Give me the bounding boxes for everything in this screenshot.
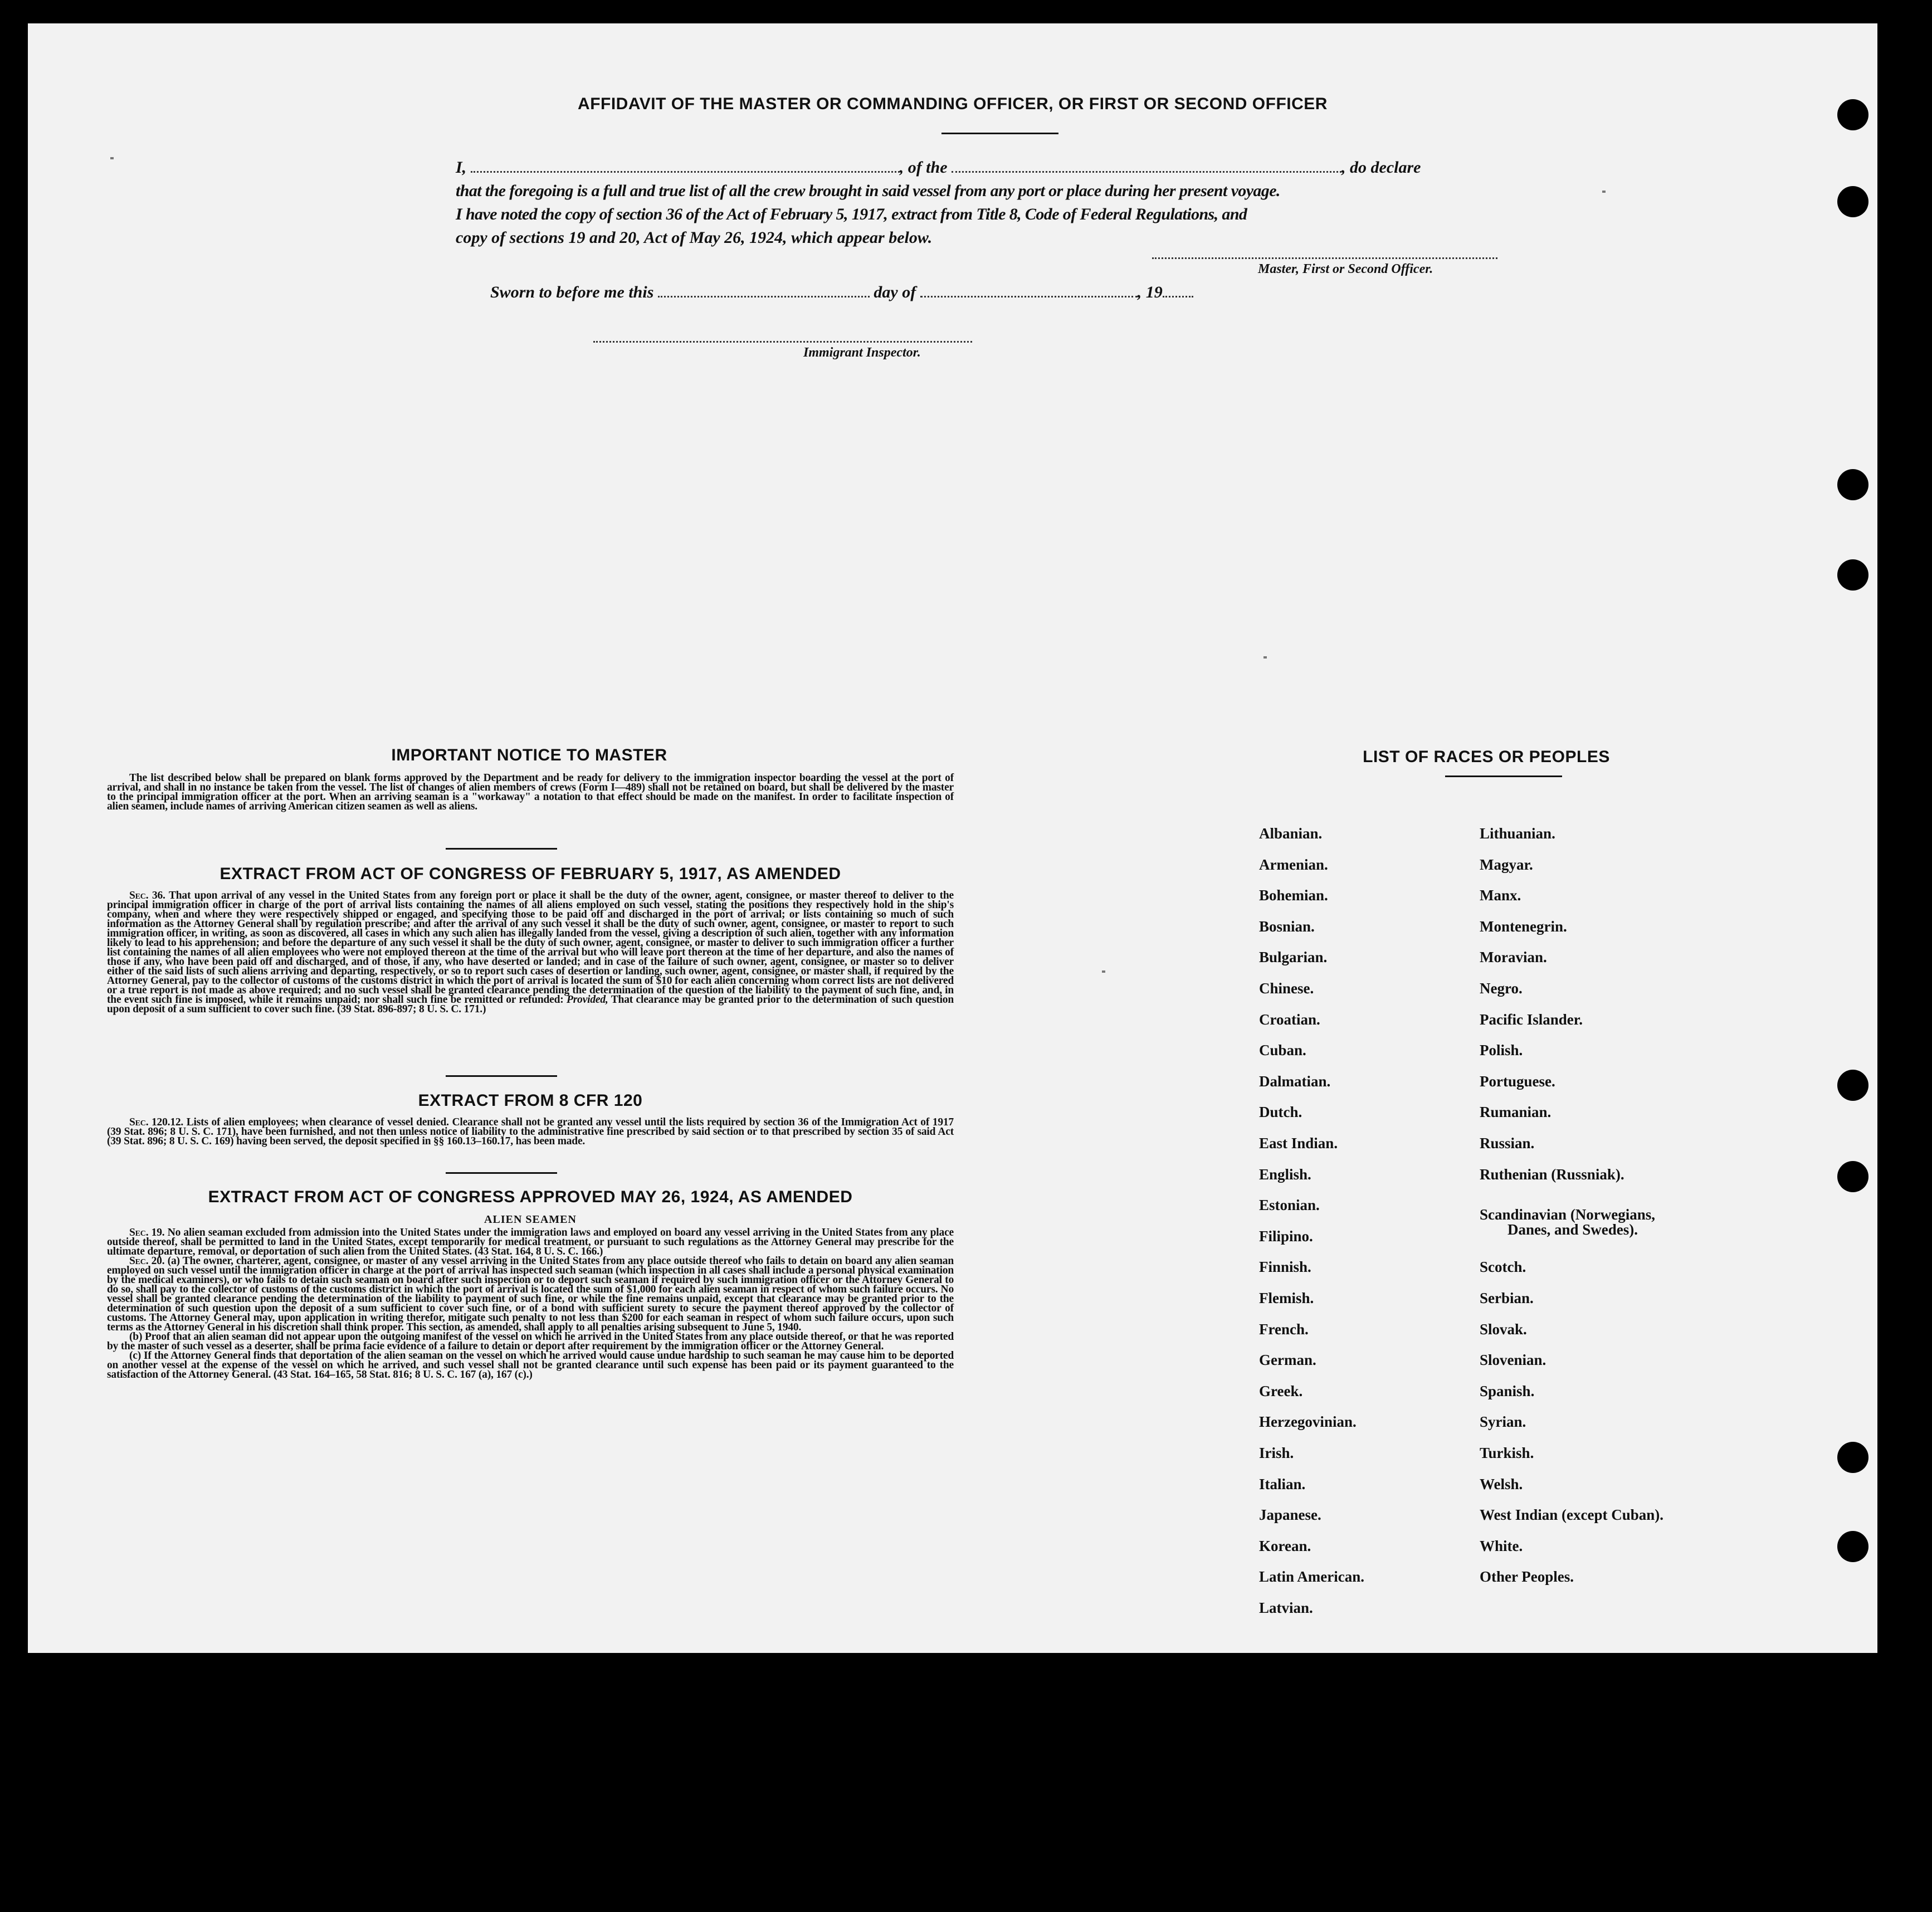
race-item: Bohemian. (1259, 887, 1328, 904)
races-title-rule (1445, 775, 1562, 777)
sworn-line: Sworn to before me this day of , 19 (490, 281, 1565, 304)
race-item: Serbian. (1480, 1290, 1534, 1306)
race-item: Spanish. (1480, 1382, 1535, 1399)
race-item: Filipino. (1259, 1227, 1313, 1245)
race-item: French. (1259, 1320, 1309, 1338)
sworn-year-blank[interactable] (1163, 282, 1193, 297)
race-item: Irish. (1259, 1445, 1294, 1461)
affidavit-line-3: I have noted the copy of section 36 of the Act of February 5, 1917, extract from Title 8, Code of Federal Regulations, and (456, 205, 1247, 223)
affidavit-line-4: copy of sections 19 and 20, Act of May 26, 1924, which appear below. (456, 228, 933, 247)
inspector-signature-caption: Immigrant Inspector. (803, 345, 921, 360)
master-signature-caption: Master, First or Second Officer. (1258, 262, 1433, 276)
binder-hole (1837, 469, 1868, 500)
race-item: Slovak. (1480, 1320, 1527, 1338)
race-item: German. (1259, 1352, 1316, 1369)
binder-hole (1837, 559, 1868, 591)
race-item: Ruthenian (Russniak). (1480, 1165, 1624, 1183)
notice-title: IMPORTANT NOTICE TO MASTER (391, 746, 667, 764)
sworn-month-blank[interactable] (920, 282, 1138, 297)
race-item: Portuguese. (1480, 1072, 1555, 1090)
race-item: Negro. (1480, 980, 1523, 997)
race-item: Moravian. (1480, 949, 1547, 966)
inspector-signature-line[interactable] (593, 341, 972, 343)
races-title: LIST OF RACES OR PEOPLES (1363, 748, 1610, 766)
race-item: East Indian. (1259, 1135, 1338, 1152)
race-item: Japanese. (1259, 1506, 1321, 1524)
binder-hole (1837, 1442, 1868, 1473)
race-item: West Indian (except Cuban). (1480, 1506, 1664, 1524)
race-item: Welsh. (1480, 1475, 1523, 1492)
race-item: Armenian. (1259, 856, 1328, 873)
extract-1917-text: Sec. 36. That upon arrival of any vessel in the United States from any foreign port or place it shall be the duty of the owner, agent, consignee, or master thereof to deliver to the principal immigration officer in charge of the port of arrival lists containing the names of all aliens employed on such vessel, stating the positions they respectively hold in the ship's company, when and where they were respectively shipped or engaged, and specifying those to be paid off and discharged in the port of arrival; or lists containing so much of such information as the Attorney General shall by regulation prescribe; and after the arrival of any such vessel it shall be the duty of such owner, agent, consignee, or master to report to such immigration officer, in writing, as soon as discovered, all cases in which any such alien has illegally landed from the vessel, giving a description of such alien, together with any information likely to lead to his apprehension; and before the departure of any such vessel it shall be the duty of such owner, agent, consignee, or master to deliver to such immigration officer a further list containing the names of all alien employees who were not employed thereon at the time of the arrival but who will leave port thereon at the time of her departure, and also the names of those if any, who have been paid off and discharged, and of those, if any, who have deserted or landed; and in case of the failure of such owner, agent, consignee, or master so to deliver either of the said lists of such aliens arriving and departing, respectively, or so to report such cases of desertion or landing, such owner, agent, consignee, or master shall, if required by the Attorney General, pay to the collector of customs of the customs district in which the port of arrival is located the sum of $10 for each alien concerning whom correct lists are not delivered or a true report is not made as above required; and no such vessel shall be granted clearance pending the determination of the question of the liability to the payment of such fine, and, in the event such fine is imposed, while it remains unpaid; nor shall such fine be remitted or refunded: Provided, That clearance may be granted prior to the determination of such question upon deposit of a sum sufficient to cover such fine. (39 Stat. 896-897; 8 U. S. C. 171.) (107, 890, 954, 1015)
name-blank[interactable] (471, 158, 900, 173)
document-page (28, 23, 1877, 1653)
race-item: Other Peoples. (1480, 1568, 1574, 1586)
race-item: Flemish. (1259, 1290, 1314, 1306)
speck (1263, 656, 1267, 659)
binder-hole (1837, 1161, 1868, 1192)
race-item: Albanian. (1259, 825, 1323, 842)
extract-1924-title: EXTRACT FROM ACT OF CONGRESS APPROVED MAY 26, 1924, AS AMENDED (208, 1188, 853, 1206)
extract-1917-rule (446, 1075, 557, 1077)
race-item: Dalmatian. (1259, 1072, 1331, 1090)
race-item: Lithuanian. (1480, 825, 1555, 842)
extract-cfr-title: EXTRACT FROM 8 CFR 120 (418, 1091, 643, 1110)
race-item: Pacific Islander. (1480, 1011, 1583, 1028)
affidavit-line-2: that the foregoing is a full and true list of all the crew brought in said vessel from any port or place during her present voyage. (456, 182, 1280, 200)
race-item: Chinese. (1259, 980, 1314, 997)
race-item: Montenegrin. (1480, 918, 1567, 935)
affidavit-title: AFFIDAVIT OF THE MASTER OR COMMANDING OFFICER, OR FIRST OR SECOND OFFICER (578, 95, 1328, 113)
race-item: Bulgarian. (1259, 949, 1328, 966)
race-item: Korean. (1259, 1537, 1311, 1554)
race-item: Latin American. (1259, 1568, 1364, 1586)
race-item: Manx. (1480, 887, 1521, 904)
race-item: Slovenian. (1480, 1352, 1546, 1369)
race-item: Cuban. (1259, 1042, 1306, 1059)
extract-cfr-text: Sec. 120.12. Lists of alien employees; when clearance of vessel denied. Clearance shall not be granted any vessel until the lists required by section 36 of the Immigration Act of 1917 (39 Stat. 896; 8 U. S. C. 171), have been furnished, and not then unless notice of liability to the administrative fine prescribed by said section or to that prescribed by section 35 of said Act (39 Stat. 896; 8 U. S. C. 169) having been served, the deposit specified in §§ 160.13–160.17, has been made. (107, 1116, 954, 1147)
race-item: Turkish. (1480, 1445, 1534, 1461)
speck (1102, 970, 1105, 973)
race-item: Bosnian. (1259, 918, 1315, 935)
extract-1917-title: EXTRACT FROM ACT OF CONGRESS OF FEBRUARY 5, 1917, AS AMENDED (219, 865, 841, 883)
race-item: Magyar. (1480, 856, 1533, 873)
binder-hole (1837, 99, 1868, 130)
race-item: Polish. (1480, 1042, 1523, 1059)
race-item: Rumanian. (1480, 1104, 1552, 1121)
race-item: White. (1480, 1537, 1523, 1554)
affidavit-line-1: I, , of the , do declare (456, 158, 1421, 177)
race-item-continuation: Danes, and Swedes). (1507, 1221, 1638, 1238)
race-item: Greek. (1259, 1382, 1303, 1399)
race-item: Estonian. (1259, 1197, 1320, 1214)
race-item: Latvian. (1259, 1599, 1313, 1616)
race-item: Russian. (1480, 1135, 1535, 1152)
sworn-day-blank[interactable] (658, 282, 870, 297)
affidavit-title-rule (941, 133, 1058, 134)
speck (1602, 191, 1606, 193)
extract-1924-subtitle: ALIEN SEAMEN (484, 1213, 577, 1226)
race-item: English. (1259, 1165, 1311, 1183)
speck (110, 157, 114, 159)
race-item: Herzegovinian. (1259, 1413, 1357, 1431)
race-item: Syrian. (1480, 1413, 1526, 1431)
notice-text: The list described below shall be prepared on blank forms approved by the Department and be ready for delivery to the immigration inspector boarding the vessel at the port of arrival, and shall in no instance be taken from the vessel. The list of changes of alien members of crews (Form I—489) shall not be retained on board, but shall be delivered by the master to the principal immigration officer at the port. When an arriving seaman is a "workaway" a notation to that effect should be made on the manifest. In order to facilitate inspection of alien seamen, include names of arriving American citizen seamen as well as aliens. (107, 772, 954, 812)
race-item: Scotch. (1480, 1259, 1526, 1276)
extract-1924-text: Sec. 19. No alien seaman excluded from admission into the United States under the immigration laws and employed on board any vessel arriving in the United States from any place outside thereof, shall be permitted to land in the United States, except temporarily for medical treatment, or pursuant to such regulations as the Attorney General may prescribe for the ultimate departure, removal, or deportation of such alien from the United States. (43 Stat. 164, 8 U. S. C. 166.) Sec. 20. (a) The owner, charterer, agent, consignee, or master of any vessel arriving in the United States from any place outside thereof who fails to detain on board any alien seaman employed on such vessel until the immigration officer in charge at the port of arrival has inspected such seaman (which inspection in all cases shall include a personal physical examination by the medical examiners), or who fails to detain such seaman on board after such inspection or to deport such seaman if required by such immigration officer or the Attorney General to do so, shall pay to the collector of customs of the customs district in which the port of arrival is located the sum of $1,000 for each alien seaman in respect of whom such failure occurs. No vessel shall be granted clearance pending the determination of the liability to payment of such fine, or while the fine remains unpaid, except that clearance may be granted prior to the determination of such question upon the deposit of a sum sufficient to cover such fine, or of a bond with sufficient surety to secure the payment thereof approved by the collector of customs. The Attorney General may, upon application in writing therefor, mitigate such penalty to not less than $200 for each seaman in respect of whom such failure occurs, upon such terms as the Attorney General in his discretion shall think proper. This section, as amended, shall apply to all penalties arising subsequent to June 5, 1940. (b) Proof that an alien seaman did not appear upon the outgoing manifest of the vessel on which he arrived in the United States from any place outside thereof, or that he was reported by the master of such vessel as a deserter, shall be prima facie evidence of a failure to detain or deport after requirement by the immigration officer or the Attorney General. (c) If the Attorney General finds that deportation of the alien seaman on the vessel on which he arrived would cause undue hardship to such seaman he may cause him to be deported on another vessel at the expense of the vessel on which he arrived, and such vessel shall not be granted clearance until such expense has been paid or its payment guaranteed to the satisfaction of the Attorney General. (43 Stat. 164–165, 58 Stat. 816; 8 U. S. C. 167 (a), 167 (c).) (107, 1227, 954, 1381)
binder-hole (1837, 1070, 1868, 1101)
race-item: Italian. (1259, 1475, 1306, 1492)
race-item: Dutch. (1259, 1104, 1302, 1121)
notice-rule (446, 848, 557, 850)
race-item: Finnish. (1259, 1259, 1311, 1276)
binder-hole (1837, 186, 1868, 217)
race-item: Scandinavian (Norwegians, (1480, 1206, 1656, 1223)
race-item: Croatian. (1259, 1011, 1320, 1028)
binder-hole (1837, 1531, 1868, 1562)
extract-cfr-rule (446, 1172, 557, 1174)
affidavit-body (456, 156, 1531, 250)
vessel-blank[interactable] (952, 158, 1341, 173)
master-signature-line[interactable] (1152, 257, 1497, 259)
